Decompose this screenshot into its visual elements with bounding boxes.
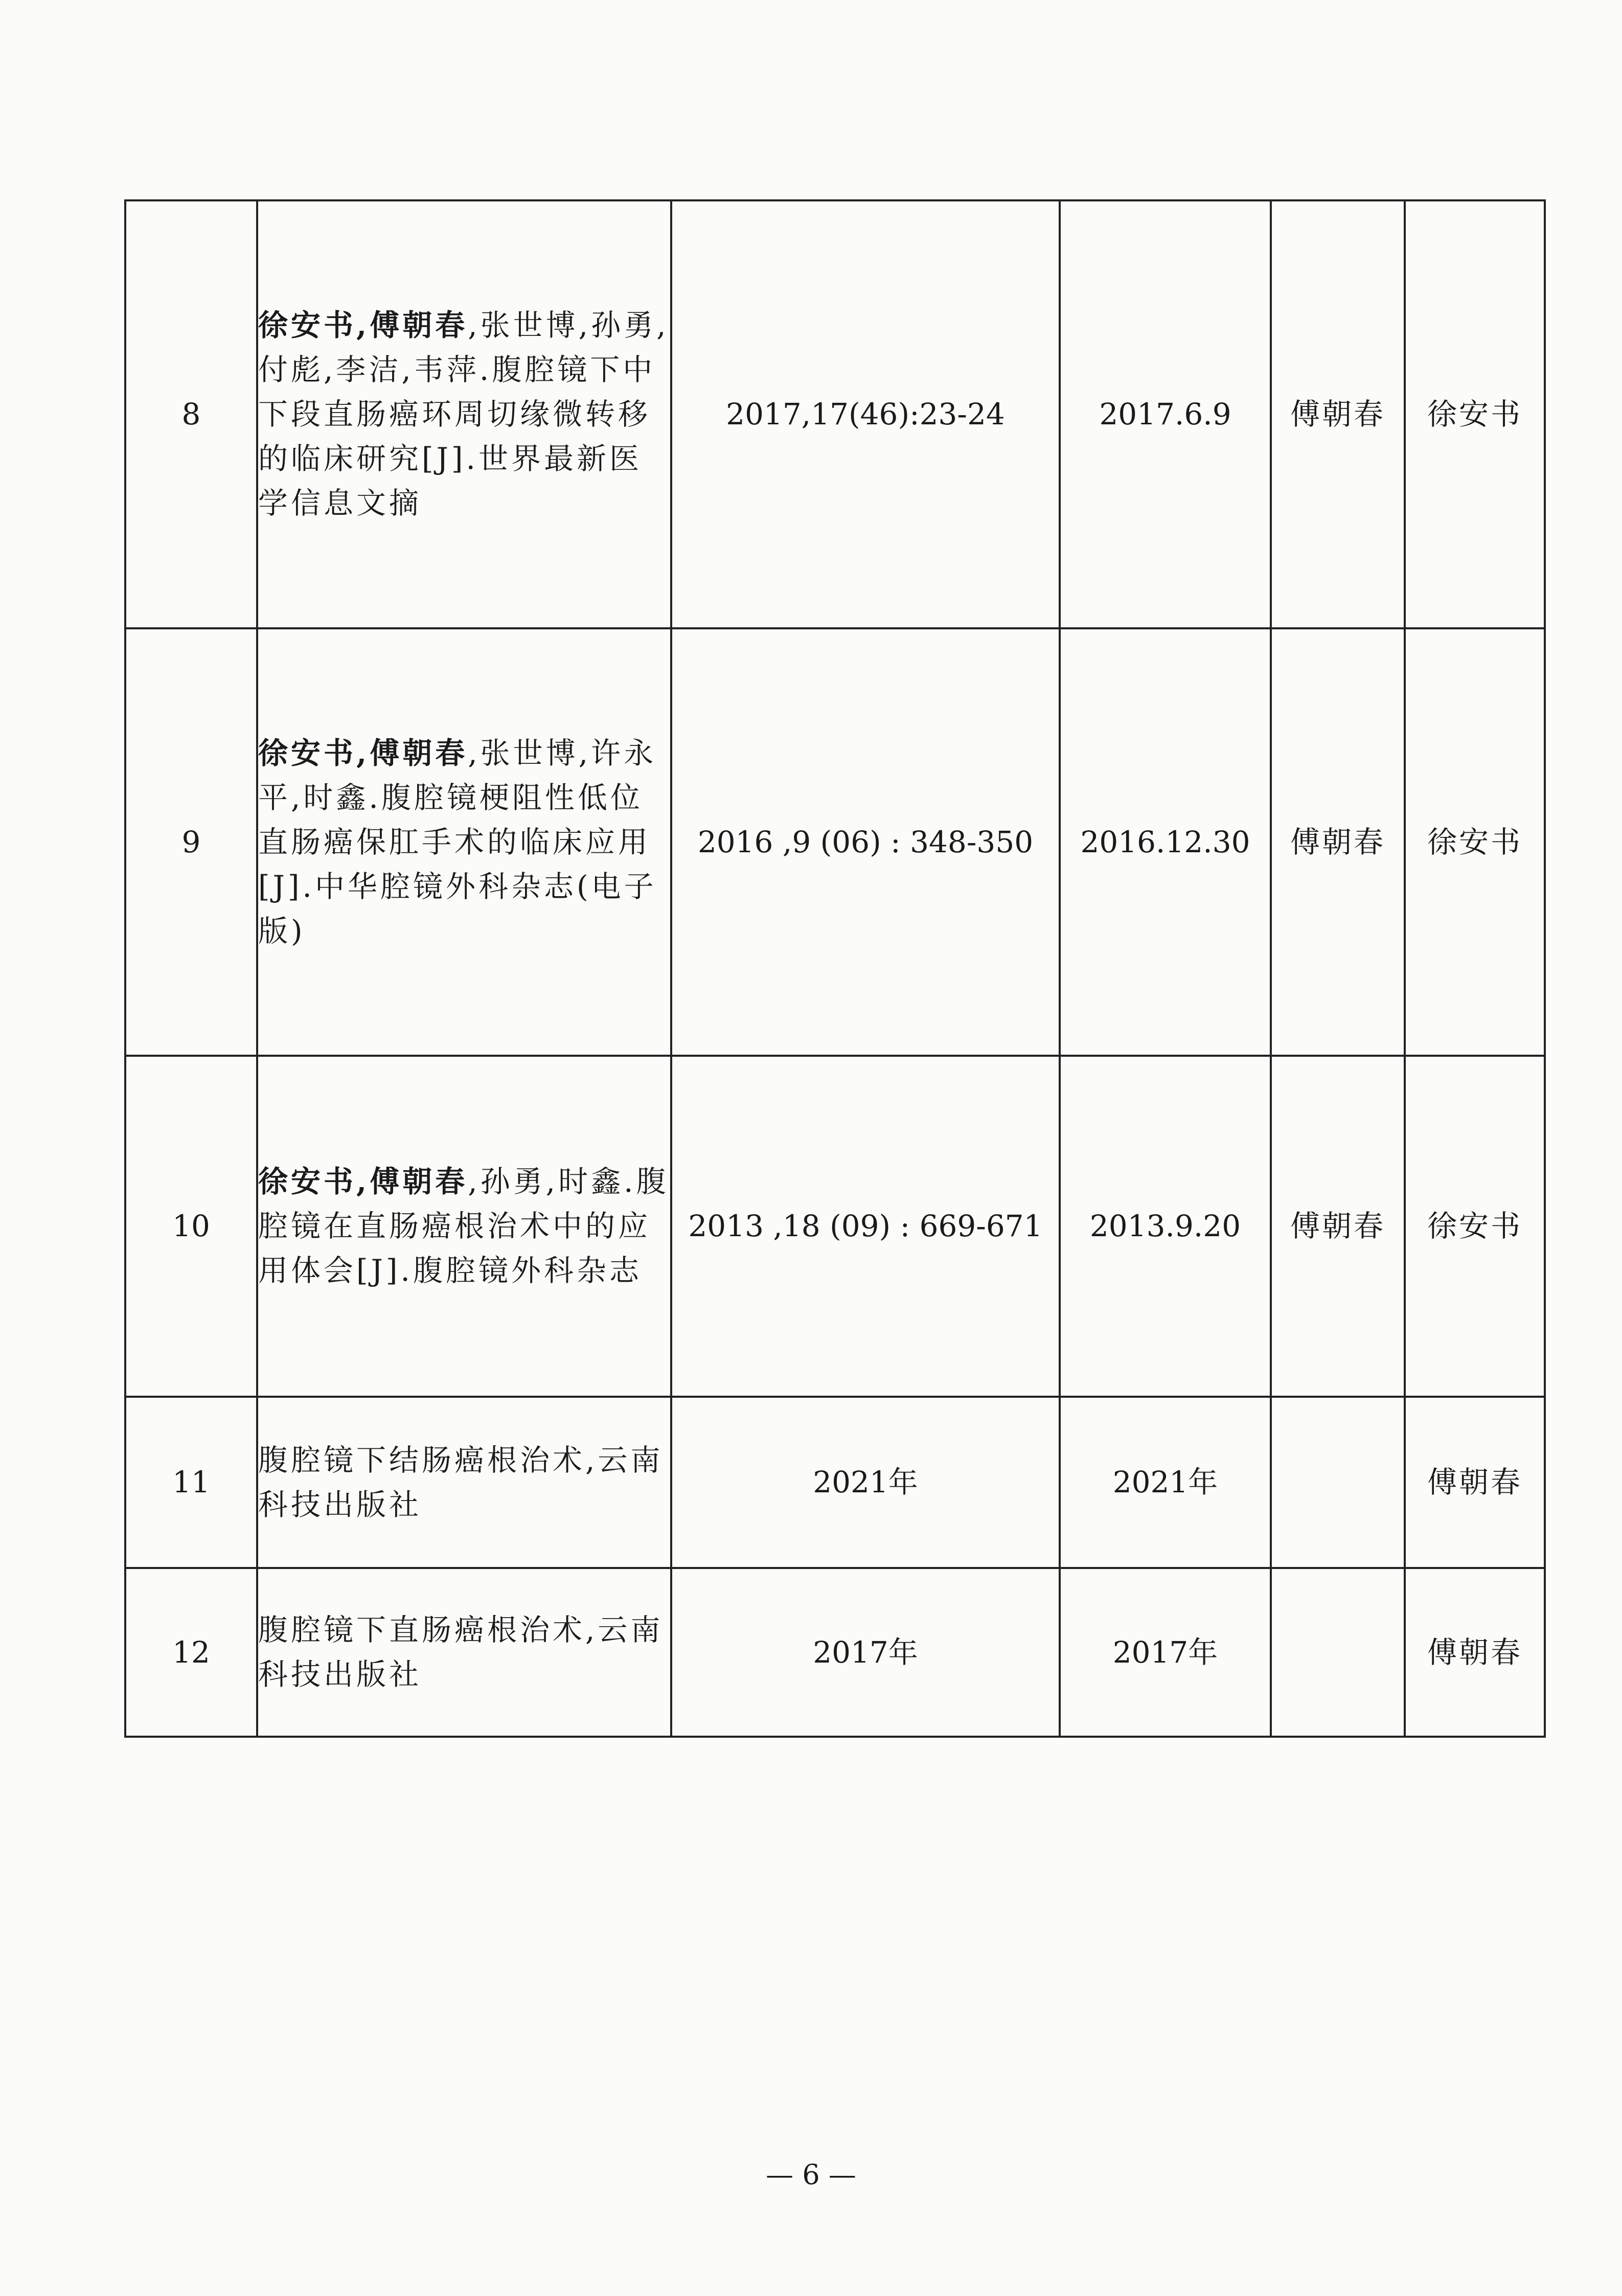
first-author-cell: 傅朝春 xyxy=(1271,200,1405,628)
corresponding-author-cell: 徐安书 xyxy=(1405,1056,1545,1397)
publication-title xyxy=(257,1056,671,1397)
title-text: ,孙勇,时鑫.腹腔镜在直肠癌根治术中的应用体会[J].腹腔镜外科杂志 xyxy=(258,1164,669,1288)
issue-cell: 2013 ,18 (09) : 669-671 xyxy=(671,1056,1060,1397)
issue-cell: 2021年 xyxy=(671,1397,1060,1568)
publications-table xyxy=(124,199,1546,1738)
date-cell: 2013.9.20 xyxy=(1060,1056,1271,1397)
row-number: 12 xyxy=(125,1568,257,1737)
date-cell: 2016.12.30 xyxy=(1060,628,1271,1056)
bold-authors: 徐安书,傅朝春 xyxy=(258,308,468,343)
bold-authors: 徐安书,傅朝春 xyxy=(258,1164,468,1199)
table-row xyxy=(125,1056,1545,1397)
corresponding-author-cell: 徐安书 xyxy=(1405,200,1545,628)
title-text: 腹腔镜下结肠癌根治术,云南科技出版社 xyxy=(258,1442,664,1522)
bold-authors: 徐安书,傅朝春 xyxy=(258,735,468,770)
table-row xyxy=(125,628,1545,1056)
issue-cell: 2017,17(46):23-24 xyxy=(671,200,1060,628)
first-author-cell: 傅朝春 xyxy=(1271,628,1405,1056)
publication-title xyxy=(257,628,671,1056)
publication-title xyxy=(257,1397,671,1568)
table-row xyxy=(125,200,1545,628)
publication-title xyxy=(257,200,671,628)
row-number: 10 xyxy=(125,1056,257,1397)
date-cell: 2017年 xyxy=(1060,1568,1271,1737)
first-author-cell xyxy=(1271,1568,1405,1737)
date-cell: 2017.6.9 xyxy=(1060,200,1271,628)
row-number: 11 xyxy=(125,1397,257,1568)
corresponding-author-cell: 傅朝春 xyxy=(1405,1397,1545,1568)
date-cell: 2021年 xyxy=(1060,1397,1271,1568)
title-text: ,张世博,孙勇,付彪,李洁,韦萍.腹腔镜下中下段直肠癌环周切缘微转移的临床研究[J].世界最新医学信息文摘 xyxy=(258,308,669,520)
issue-cell: 2016 ,9 (06) : 348-350 xyxy=(671,628,1060,1056)
title-text: 腹腔镜下直肠癌根治术,云南科技出版社 xyxy=(258,1612,664,1692)
page-number: — 6 — xyxy=(766,2158,856,2191)
table-row xyxy=(125,1568,1545,1737)
first-author-cell: 傅朝春 xyxy=(1271,1056,1405,1397)
publication-title xyxy=(257,1568,671,1737)
row-number: 9 xyxy=(125,628,257,1056)
table-row xyxy=(125,1397,1545,1568)
corresponding-author-cell: 徐安书 xyxy=(1405,628,1545,1056)
row-number: 8 xyxy=(125,200,257,628)
issue-cell: 2017年 xyxy=(671,1568,1060,1737)
first-author-cell xyxy=(1271,1397,1405,1568)
title-text: ,张世博,许永平,时鑫.腹腔镜梗阻性低位直肠癌保肛手术的临床应用[J].中华腔镜外科杂志(电子版) xyxy=(258,735,657,948)
corresponding-author-cell: 傅朝春 xyxy=(1405,1568,1545,1737)
